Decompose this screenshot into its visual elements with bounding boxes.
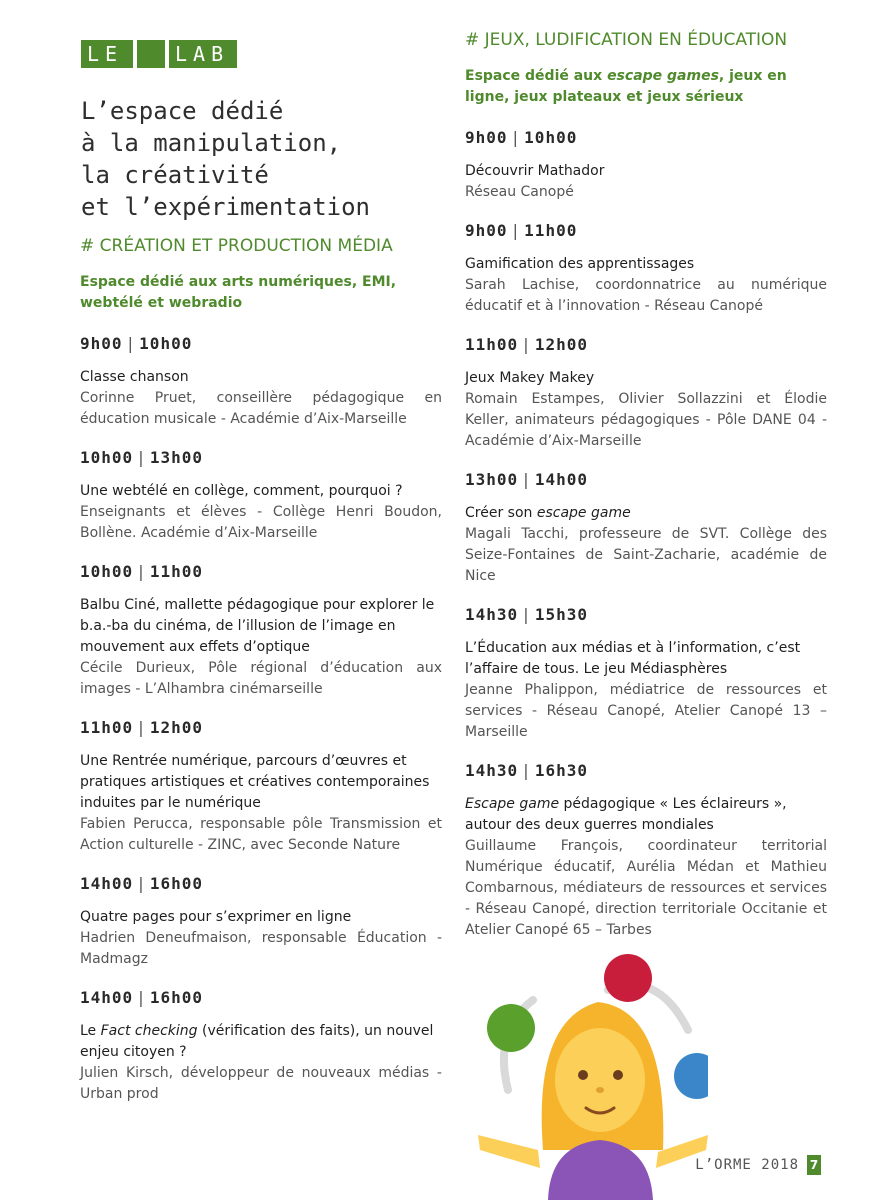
event-description: Romain Estampes, Olivier Sollazzini et Élodie Keller, animateurs pédagogiques - Pôle DANE 04 - Académie d’Aix-Marseille: [465, 391, 827, 449]
event-title: Quatre pages pour s’exprimer en ligne: [80, 909, 352, 925]
event-end-time: 16h00: [149, 874, 203, 893]
tagline-line: à la manipulation,: [81, 129, 342, 157]
event-description: Enseignants et élèves - Collège Henri Boudon, Bollène. Académie d’Aix-Marseille: [80, 504, 442, 541]
event-end-time: 16h00: [149, 988, 203, 1007]
event-description: Cécile Durieux, Pôle régional d’éducation aux images - L’Alhambra cinémarseille: [80, 660, 442, 697]
event-item: [465, 761, 827, 941]
right-column: [465, 30, 827, 959]
event-start-time: 9h00: [465, 221, 508, 240]
event-time: [465, 605, 827, 624]
left-hand: [478, 1135, 540, 1168]
event-title: Gamification des apprentissages: [465, 256, 695, 272]
sub-italic: escape games: [607, 68, 719, 84]
event-start-time: 13h00: [465, 470, 519, 489]
event-item: [465, 605, 827, 743]
event-start-time: 10h00: [80, 562, 134, 581]
event-title-text: Créer son: [465, 505, 537, 521]
event-time: [80, 988, 442, 1007]
event-item: [465, 335, 827, 452]
event-description: Julien Kirsch, développeur de nouveaux médias - Urban prod: [80, 1065, 442, 1102]
event-time: [465, 221, 827, 240]
page-footer: [695, 1155, 821, 1175]
event-description: Sarah Lachise, coordonnatrice au numérique éducatif et à l’innovation - Réseau Canopé: [465, 277, 827, 314]
event-title: Découvrir Mathador: [465, 163, 605, 179]
event-time: [80, 874, 442, 893]
event-time: [80, 718, 442, 737]
time-separator: |: [521, 761, 532, 780]
time-separator: |: [510, 221, 522, 240]
blue-ball-icon: [674, 1053, 708, 1099]
event-title: Une webtélé en collège, comment, pourquoi ?: [80, 483, 403, 499]
event-item: [80, 334, 442, 430]
event-end-time: 14h00: [534, 470, 588, 489]
event-item: [80, 448, 442, 544]
event-title-italic: Fact checking: [100, 1023, 198, 1039]
event-start-time: 14h00: [80, 988, 134, 1007]
eye-right: [613, 1070, 623, 1080]
tagline-line: et l’expérimentation: [81, 193, 370, 221]
event-end-time: 15h30: [534, 605, 588, 624]
event-list: [80, 334, 442, 1105]
event-item: [465, 470, 827, 587]
event-title: Balbu Ciné, mallette pédagogique pour explorer le b.a.-ba du cinéma, de l’illusion de l’image en mouvement aux effets d’optique: [80, 597, 435, 655]
time-separator: |: [521, 605, 532, 624]
tagline-line: la créativité: [81, 161, 269, 189]
event-list: [465, 128, 827, 941]
event-title-text: Le: [80, 1023, 101, 1039]
sub-text: Espace dédié aux: [465, 68, 608, 84]
event-end-time: 11h00: [149, 562, 203, 581]
tagline: [81, 95, 451, 223]
time-separator: |: [136, 988, 147, 1007]
event-description: Jeanne Phalippon, médiatrice de ressources et services - Réseau Canopé, Atelier Canopé 13 – Marseille: [465, 682, 827, 740]
event-time: [465, 761, 827, 780]
badge-spacer: [137, 40, 165, 68]
time-separator: |: [510, 128, 522, 147]
footer-brand: L’ORME 2018: [695, 1157, 799, 1173]
event-end-time: 10h00: [139, 334, 193, 353]
section-subtitle: Espace dédié aux arts numériques, EMI, webtélé et webradio: [80, 274, 397, 311]
time-separator: |: [125, 334, 137, 353]
event-title: L’Éducation aux médias et à l’information, c’est l’affaire de tous. Le jeu Médiasphères: [465, 640, 801, 677]
section-title: # CRÉATION ET PRODUCTION MÉDIA: [80, 236, 393, 256]
page-number: 7: [807, 1155, 821, 1175]
event-time: [465, 128, 827, 147]
event-end-time: 16h30: [534, 761, 588, 780]
time-separator: |: [136, 718, 147, 737]
le-lab-badge: [81, 40, 237, 68]
event-end-time: 12h00: [534, 335, 588, 354]
event-item: [80, 562, 442, 700]
eye-left: [578, 1070, 588, 1080]
time-separator: |: [136, 562, 147, 581]
time-separator: |: [136, 874, 147, 893]
event-description: Fabien Perucca, responsable pôle Transmission et Action culturelle - ZINC, avec Seconde Nature: [80, 816, 442, 853]
section-subtitle: [465, 66, 827, 108]
event-start-time: 11h00: [465, 335, 519, 354]
event-item: [80, 718, 442, 856]
face: [555, 1028, 645, 1132]
event-description: Magali Tacchi, professeure de SVT. Collège des Seize-Fontaines de Saint-Zacharie, académie de Nice: [465, 526, 827, 584]
tagline-line: L’espace dédié: [81, 97, 284, 125]
event-title: Une Rentrée numérique, parcours d’œuvres et pratiques artistiques et créatives contemporaines induites par le numérique: [80, 753, 430, 811]
time-separator: |: [521, 335, 532, 354]
red-ball-icon: [604, 954, 652, 1002]
event-title-italic: Escape game: [465, 796, 560, 812]
event-end-time: 11h00: [524, 221, 578, 240]
event-start-time: 14h30: [465, 761, 519, 780]
event-item: [80, 874, 442, 970]
event-start-time: 10h00: [80, 448, 134, 467]
event-time: [80, 562, 442, 581]
event-item: [465, 221, 827, 317]
event-time: [80, 334, 442, 353]
green-ball-icon: [487, 1004, 535, 1052]
event-title: [465, 503, 827, 524]
event-time: [465, 335, 827, 354]
nose: [596, 1087, 604, 1093]
event-description: Réseau Canopé: [465, 184, 574, 200]
event-start-time: 14h30: [465, 605, 519, 624]
event-time: [465, 470, 827, 489]
event-start-time: 9h00: [80, 334, 123, 353]
event-item: [80, 988, 442, 1105]
event-title: [465, 794, 827, 836]
badge-le: LE: [81, 40, 133, 68]
event-title-text: (vérification des faits), un nouvel enjeu citoyen ?: [80, 1023, 434, 1060]
event-item: [465, 128, 827, 203]
event-time: [80, 448, 442, 467]
event-title: Classe chanson: [80, 369, 189, 385]
event-title-italic: escape game: [536, 505, 631, 521]
event-start-time: 14h00: [80, 874, 134, 893]
time-separator: |: [136, 448, 147, 467]
left-column: [80, 236, 442, 1123]
event-end-time: 13h00: [149, 448, 203, 467]
event-description: Hadrien Deneufmaison, responsable Éducation - Madmagz: [80, 930, 442, 967]
section-title: # JEUX, LUDIFICATION EN ÉDUCATION: [465, 30, 788, 50]
event-end-time: 10h00: [524, 128, 578, 147]
event-end-time: 12h00: [149, 718, 203, 737]
badge-lab: LAB: [169, 40, 237, 68]
event-description: Corinne Pruet, conseillère pédagogique en éducation musicale - Académie d’Aix-Marseille: [80, 390, 442, 427]
event-title-text: pédagogique « Les éclaireurs », autour des deux guerres mondiales: [465, 796, 787, 833]
time-separator: |: [521, 470, 532, 489]
event-start-time: 9h00: [465, 128, 508, 147]
juggler-illustration: [478, 940, 708, 1200]
event-title: [80, 1021, 442, 1063]
event-description: Guillaume François, coordinateur territorial Numérique éducatif, Aurélia Médan et Mathieu Combarnous, médiateurs de ressources et services - Réseau Canopé, direction territoriale Occitanie et Atelier Canopé 65 – Tarbes: [465, 838, 827, 938]
event-start-time: 11h00: [80, 718, 134, 737]
sub-text: , jeux en ligne, jeux plateaux et jeux sérieux: [465, 68, 787, 105]
event-title: Jeux Makey Makey: [465, 370, 595, 386]
